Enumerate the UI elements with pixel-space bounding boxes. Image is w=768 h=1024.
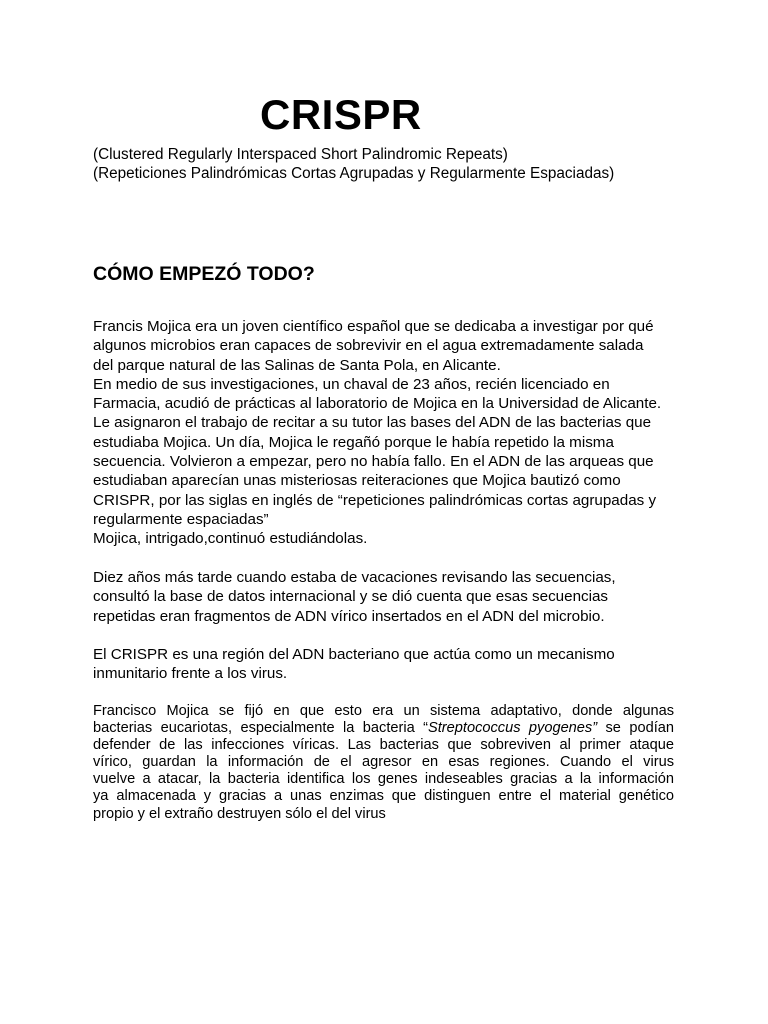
paragraph-1-line: En medio de sus investigaciones, un chaval de 23 años, recién licenciado en [93, 375, 610, 393]
paragraph-1-line: secuencia. Volvieron a empezar, pero no había fallo. En el ADN de las arqueas que [93, 453, 654, 471]
paragraph-1-line: Farmacia, acudió de prácticas al laboratorio de Mojica en la Universidad de Alicante. [93, 395, 662, 413]
paragraph-1-line: regularmente espaciadas” [93, 510, 269, 528]
subtitle-english: (Clustered Regularly Interspaced Short Palindromic Repeats) [93, 146, 508, 163]
paragraph-1-line: Francis Mojica era un joven científico español que se dedicaba a investigar por qué [93, 318, 654, 335]
paragraph-4-line-2-end: se podían [597, 720, 674, 737]
paragraph-4-line: ya almacenada y gracias a unas enzimas que distinguen entre el material genético [93, 788, 674, 805]
paragraph-2-line: repetidas eran fragmentos de ADN vírico insertados en el ADN del microbio. [93, 607, 605, 625]
paragraph-4 [93, 703, 674, 823]
paragraph-2-line: consultó la base de datos internacional y se dió cuenta que esas secuencias [93, 588, 609, 606]
paragraph-4-line: vuelve a atacar, la bacteria identifica los genes indeseables gracias a la información [93, 771, 674, 788]
subtitle-spanish: (Repeticiones Palindrómicas Cortas Agrupadas y Regularmente Espaciadas) [93, 165, 615, 182]
paragraph-3-line: El CRISPR es una región del ADN bacteriano que actúa como un mecanismo [93, 646, 615, 663]
paragraph-1 [93, 317, 661, 549]
species-name: Streptococcus pyogenes” [428, 720, 598, 737]
paragraph-2 [93, 568, 616, 626]
paragraph-4-line: defender de las infecciones víricas. Las bacterias que sobreviven al primer ataque [93, 737, 674, 754]
paragraph-2-line: Diez años más tarde cuando estaba de vacaciones revisando las secuencias, [93, 569, 616, 586]
paragraph-4-line: propio y el extraño destruyen sólo el del virus [93, 805, 386, 822]
paragraph-1-line: CRISPR, por las siglas en inglés de “repeticiones palindrómicas cortas agrupadas y [93, 491, 657, 509]
paragraph-3 [93, 645, 615, 684]
paragraph-1-line: algunos microbios eran capaces de sobrevivir en el agua extremadamente salada [93, 337, 644, 355]
paragraph-1-line: estudiaban aparecían unas misteriosas reiteraciones que Mojica bautizó como [93, 472, 621, 490]
paragraph-1-line: estudiaba Mojica. Un día, Mojica le regañó porque le había repetido la misma [93, 433, 614, 451]
document-title: CRISPR [260, 91, 422, 138]
paragraph-3-line: inmunitario frente a los virus. [93, 665, 288, 683]
paragraph-4-line-2 [93, 720, 674, 737]
paragraph-4-line: Francisco Mojica se fijó en que esto era un sistema adaptativo, donde algunas [93, 703, 674, 719]
section-heading: CÓMO EMPEZÓ TODO? [93, 263, 315, 285]
paragraph-4-line-2-text: bacterias eucariotas, especialmente la bacteria “ [93, 720, 429, 737]
paragraph-1-line: Le asignaron el trabajo de recitar a su tutor las bases del ADN de las bacterias que [93, 414, 652, 432]
paragraph-1-line: del parque natural de las Salinas de Santa Pola, en Alicante. [93, 356, 501, 374]
paragraph-1-line: Mojica, intrigado,continuó estudiándolas. [93, 530, 368, 548]
paragraph-4-line: vírico, guardan la información de el agresor en esas regiones. Cuando el virus [93, 754, 674, 771]
